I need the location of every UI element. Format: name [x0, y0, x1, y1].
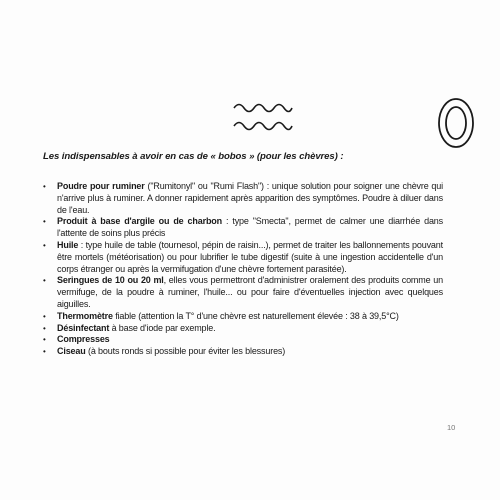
double-wave-ornament-icon [232, 98, 294, 134]
bullet-icon: • [43, 347, 46, 357]
item-bold-label: Poudre pour ruminer [57, 181, 145, 191]
item-bold-label: Huile [57, 239, 79, 250]
section-heading: Les indispensables à avoir en cas de « bobos » (pour les chèvres) : [43, 151, 344, 162]
bullet-icon: • [43, 217, 46, 227]
item-bold-label: Ciseau [57, 346, 86, 357]
list-item-compresses [43, 334, 443, 346]
supplies-list [43, 181, 443, 358]
bullet-icon: • [43, 311, 46, 321]
item-text: : type "Smecta", permet de calmer une diarrhée dans l'attente de soins plus précis [57, 216, 443, 239]
item-text: fiable (attention la T° d'une chèvre est naturellement élevée : 38 à 39,5°C) [112, 310, 399, 321]
item-text: , elles vous permettront d'administrer oralement des produits comme un vermifuge, de la poudre à ruminer, l'huile... ou pour faire d'éventuelles injection avec quelques aiguilles. [57, 275, 443, 309]
list-item-thermometre [43, 311, 443, 323]
list-item-huile [43, 240, 443, 275]
bullet-icon: • [43, 240, 46, 250]
list-item-seringues [43, 275, 443, 310]
list-item-ciseau [43, 346, 443, 358]
item-bold-label: Compresses [57, 334, 110, 345]
bullet-icon: • [43, 323, 46, 333]
item-text: à base d'iode par exemple. [109, 322, 216, 333]
bullet-icon: • [43, 182, 46, 191]
item-text: (à bouts ronds si possible pour éviter les blessures) [85, 346, 286, 357]
page-number: 10 [447, 423, 456, 432]
list-item-poudre-pour-ruminer [43, 181, 443, 216]
item-text: : type huile de table (tournesol, pépin de raisin...), permet de traiter les ballonnements pouvant être mortels (météorisation) ou pour lubrifier le tube digestif (suite à une ingestion accidentelle d'un corps étranger ou après la vermifugation d'une chèvre fortement parasitée). [57, 239, 443, 274]
item-bold-label: Désinfectant [57, 322, 110, 333]
item-bold-label: Produit à base d'argile ou de charbon [57, 216, 222, 227]
item-text: ("Rumitonyl" ou "Rumi Flash") : unique solution pour soigner une chèvre qui n'arrive plus à ruminer. A donner rapidement après apparition des symptômes. Poudre à diluer dans de l'eau. [57, 181, 443, 215]
bullet-icon: • [43, 335, 46, 345]
double-ring-ornament-icon [436, 95, 476, 151]
item-bold-label: Thermomètre [57, 310, 113, 321]
list-item-argile-charbon [43, 216, 443, 240]
list-item-desinfectant [43, 323, 443, 335]
bullet-icon: • [43, 276, 46, 286]
item-bold-label: Seringues de 10 ou 20 ml [57, 275, 164, 286]
